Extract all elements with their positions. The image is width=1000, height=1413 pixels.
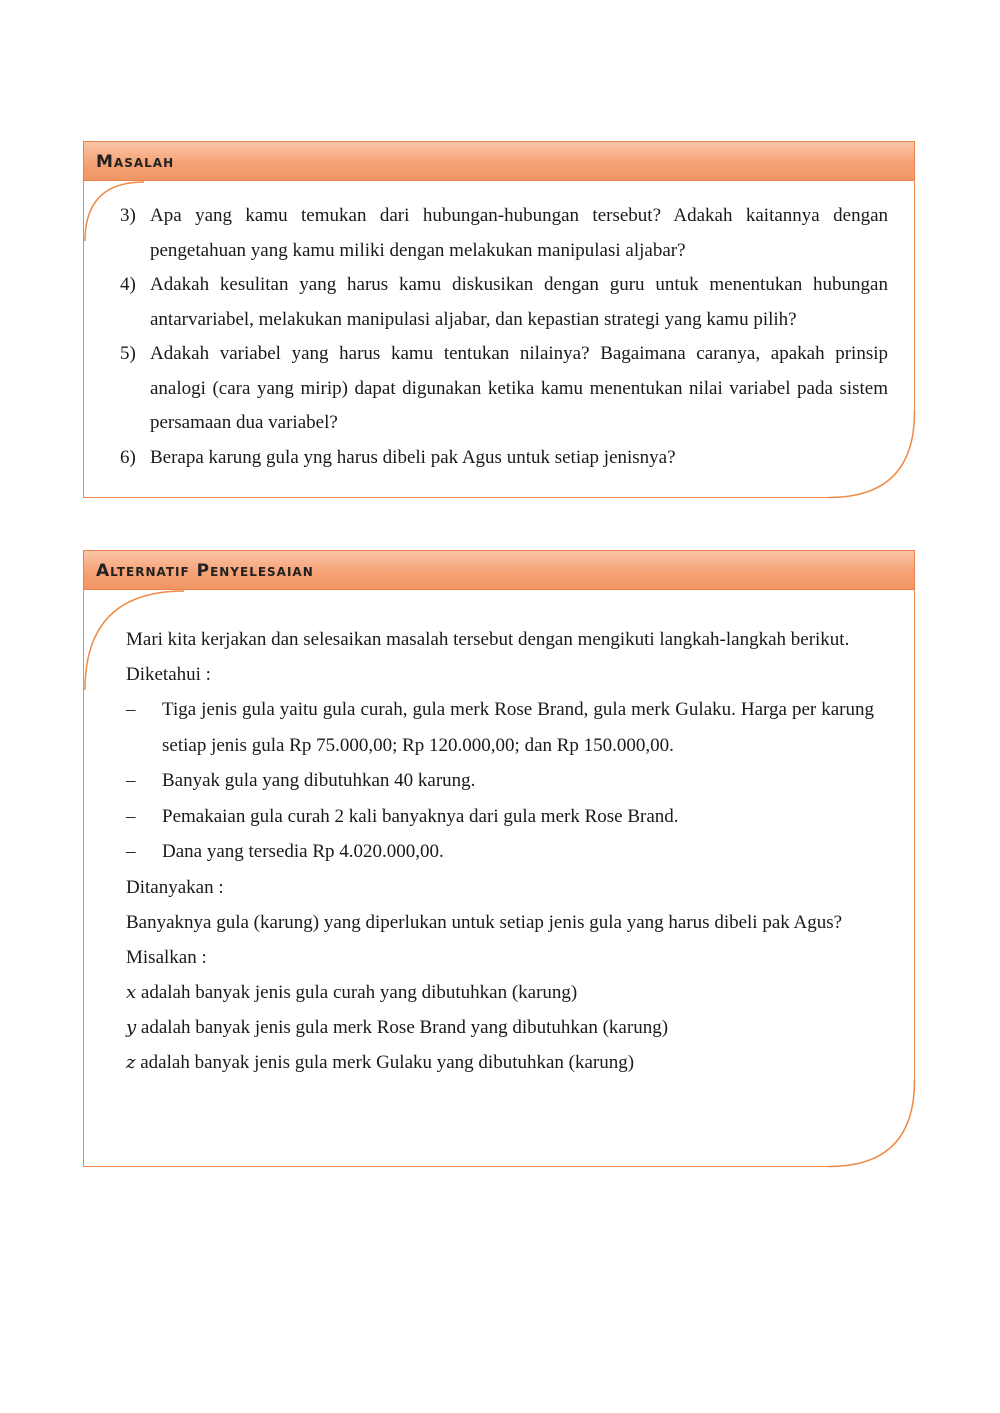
masalah-box [83, 181, 915, 498]
alternatif-header: Alternatif Penyelesaian [83, 550, 915, 590]
diketahui-list [126, 692, 874, 870]
list-item: 6) Berapa karung gula yng harus dibeli pak Agus untuk setiap jenisnya? [120, 446, 676, 468]
variable-y: y adalah banyak jenis gula merk Rose Brand yang dibutuhkan (karung) [126, 1016, 669, 1038]
variable-x: x adalah banyak jenis gula curah yang dibutuhkan (karung) [126, 981, 578, 1003]
alternatif-section [83, 550, 915, 1167]
corner-decoration [828, 1080, 916, 1168]
list-item: – Pemakaian gula curah 2 kali banyaknya dari gula merk Rose Brand. [126, 805, 679, 827]
intro-text: Mari kita kerjakan dan selesaikan masalah tersebut dengan mengikuti langkah-langkah berikut. [126, 629, 850, 650]
alternatif-box [83, 590, 915, 1167]
masalah-section [83, 141, 915, 498]
diketahui-label: Diketahui : [126, 664, 211, 685]
masalah-header: Masalah [83, 141, 915, 181]
variable-symbol: z [126, 1051, 136, 1073]
variable-symbol: x [126, 981, 137, 1003]
ditanyakan-text: Banyaknya gula (karung) yang diperlukan untuk setiap jenis gula yang harus dibeli pak Agus? [126, 911, 843, 933]
list-item: – Tiga jenis gula yaitu gula curah, gula merk Rose Brand, gula merk Gulaku. Harga per karung setiap jenis gula Rp 75.000,00; Rp 120.000,00; dan Rp 150.000,00. [126, 699, 874, 756]
list-item: 5) Adakah variabel yang harus kamu tentukan nilainya? Bagaimana caranya, apakah prinsip analogi (cara yang mirip) dapat digunakan ketika kamu menentukan nilai variabel pada sistem persamaan dua variabel? [120, 343, 888, 433]
ditanyakan-label: Ditanyakan : [126, 876, 224, 898]
list-item: 3) Apa yang kamu temukan dari hubungan-hubungan tersebut? Adakah kaitannya dengan pengetahuan yang kamu miliki dengan melakukan manipulasi aljabar? [120, 205, 888, 261]
masalah-list [120, 199, 888, 475]
alternatif-content [126, 622, 874, 1080]
variable-symbol: y [126, 1016, 137, 1038]
list-item: – Banyak gula yang dibutuhkan 40 karung. [126, 770, 476, 791]
misalkan-label: Misalkan : [126, 946, 207, 968]
variable-z: z adalah banyak jenis gula merk Gulaku yang dibutuhkan (karung) [126, 1051, 635, 1073]
list-item: 4) Adakah kesulitan yang harus kamu diskusikan dengan guru untuk menentukan hubungan antarvariabel, melakukan manipulasi aljabar, dan kepastian strategi yang kamu pilih? [120, 274, 888, 330]
list-item: – Dana yang tersedia Rp 4.020.000,00. [126, 841, 444, 862]
